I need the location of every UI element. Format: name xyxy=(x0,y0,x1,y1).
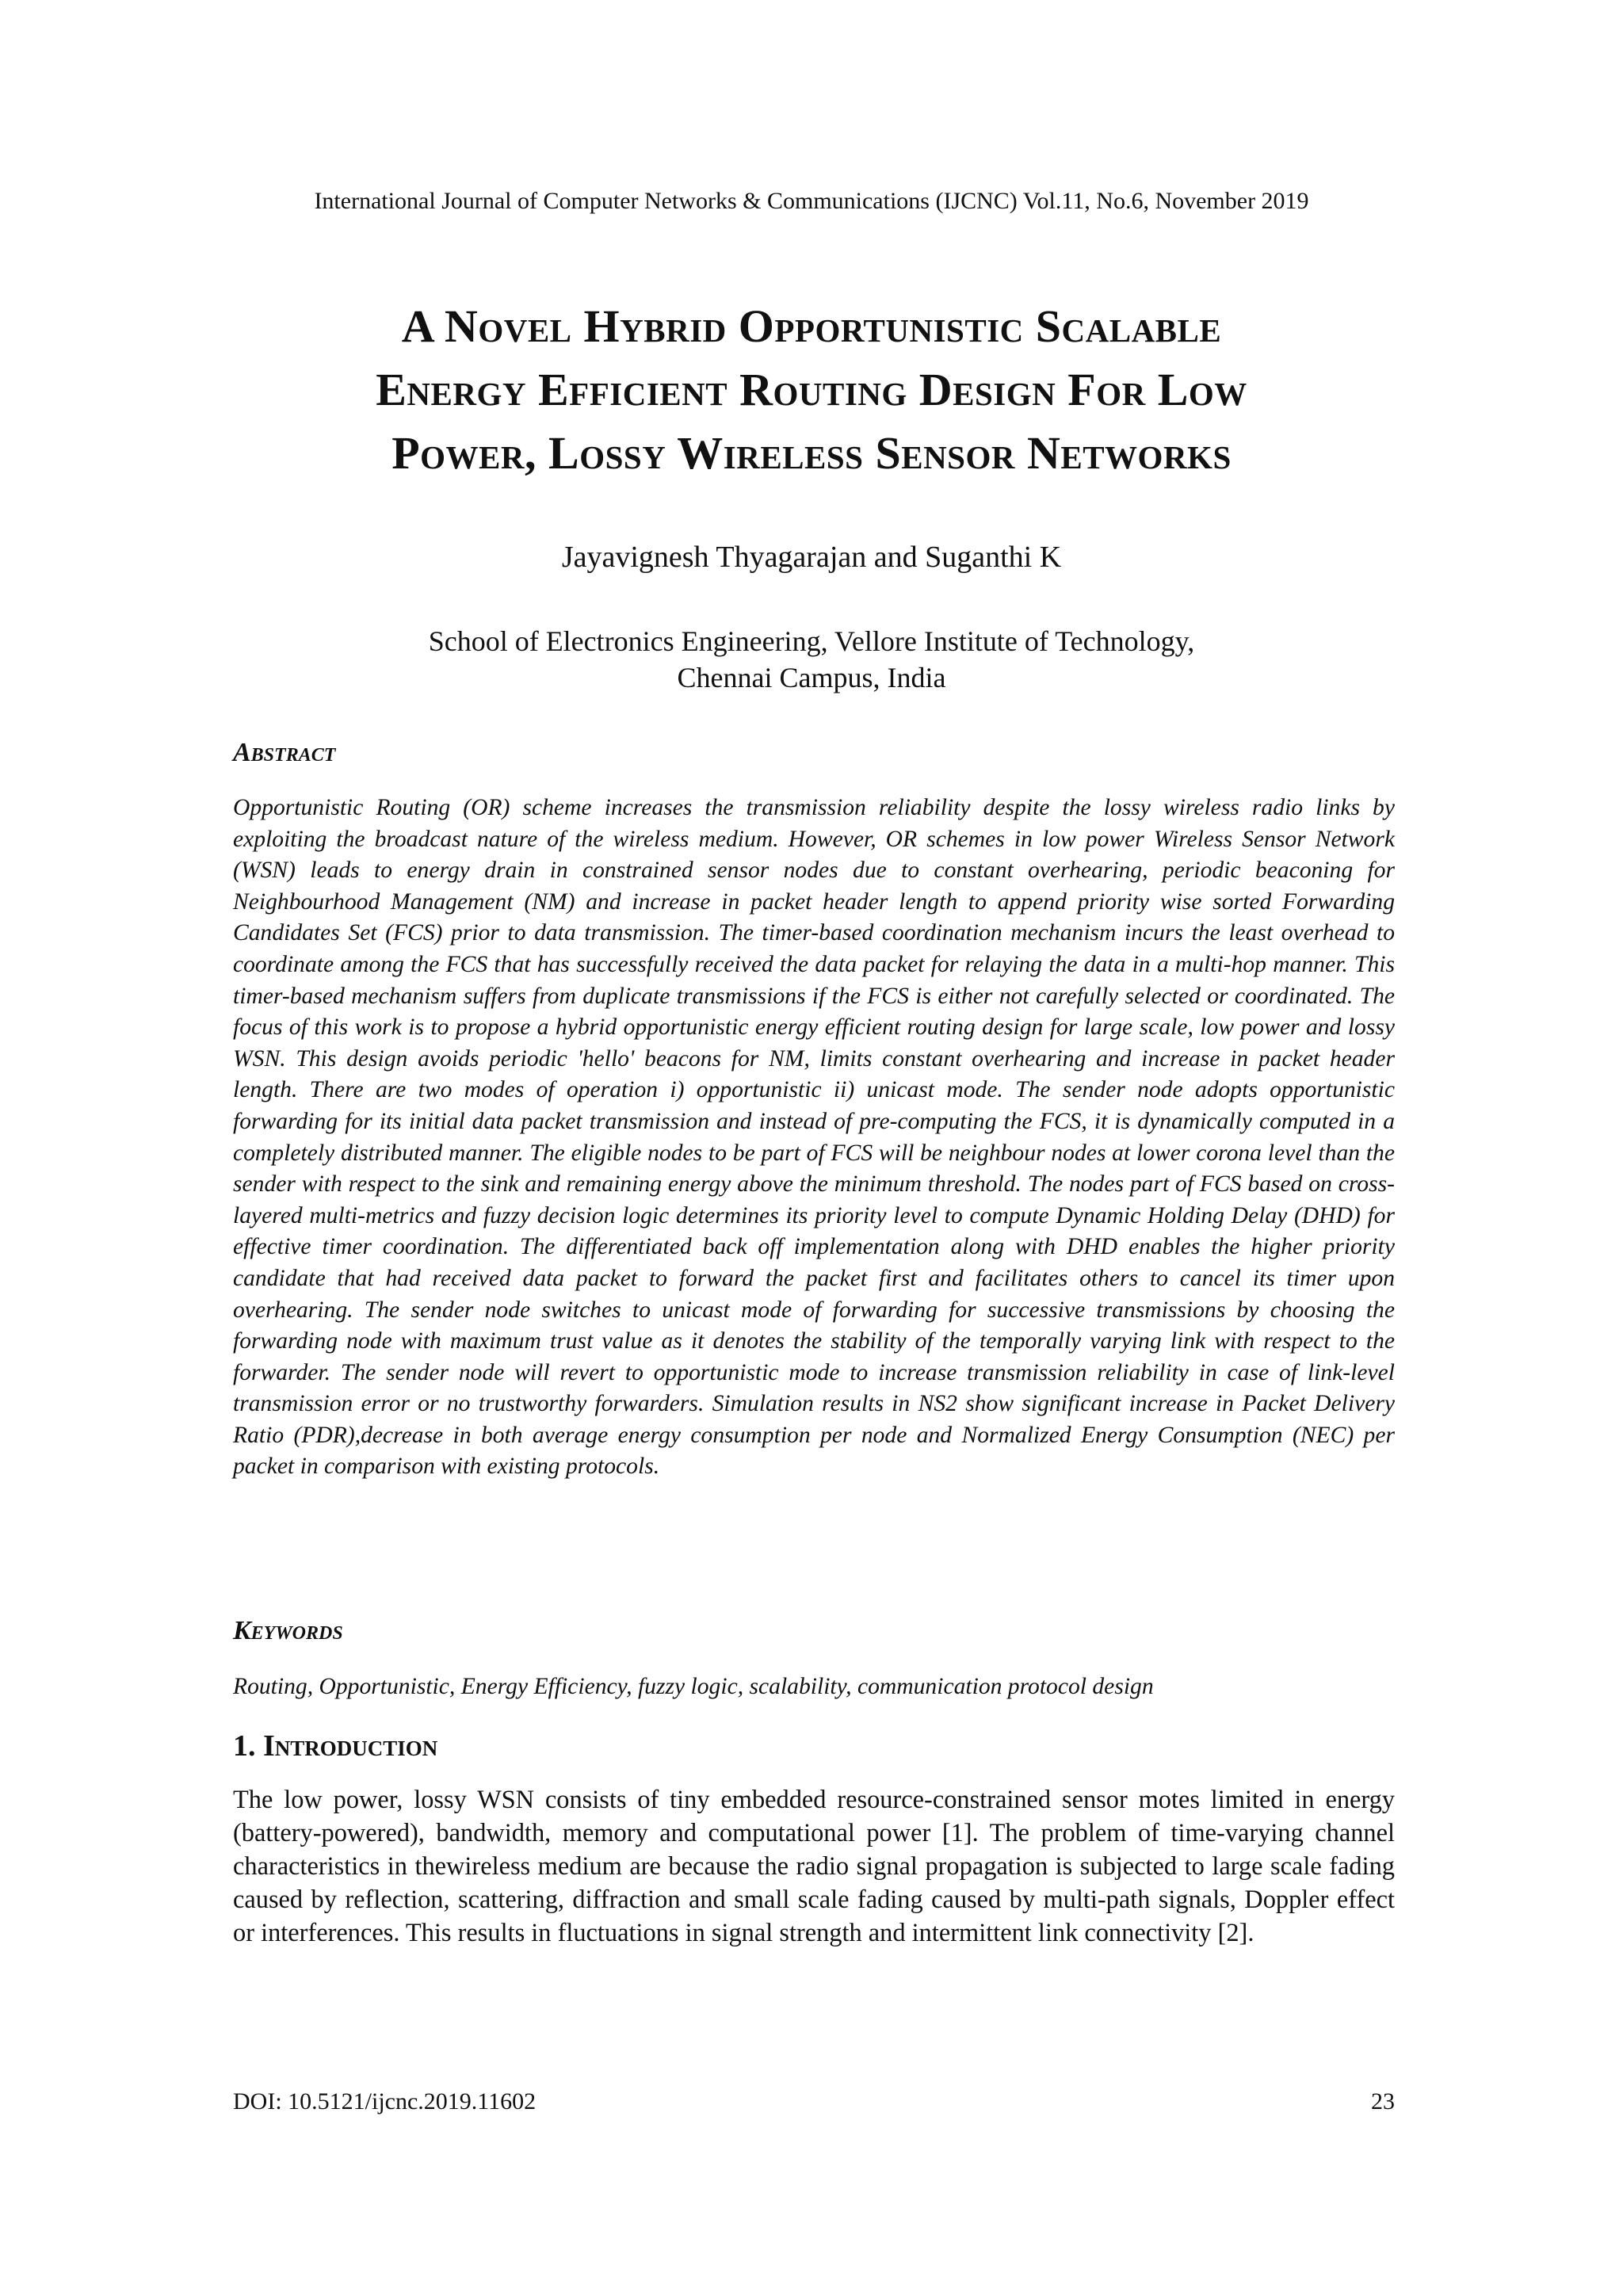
abstract-text: Opportunistic Routing (OR) scheme increases the transmission reliability despite the lossy wireless radio links by exploiting the broadcast nature of the wireless medium. However, OR schemes in low power Wireless Sensor Network (WSN) leads to energy drain in constrained sensor nodes due to constant overhearing, periodic beaconing for Neighbourhood Management (NM) and increase in packet header length to append priority wise sorted Forwarding Candidates Set (FCS) prior to data transmission. The timer-based coordination mechanism incurs the least overhead to coordinate among the FCS that has successfully received the data packet for relaying the data in a multi-hop manner. This timer-based mechanism suffers from duplicate transmissions if the FCS is either not carefully selected or coordinated. The focus of this work is to propose a hybrid opportunistic energy efficient routing design for large scale, low power and lossy WSN. This design avoids periodic 'hello' beacons for NM, limits constant overhearing and increase in packet header length. There are two modes of operation i) opportunistic ii) unicast mode. The sender node adopts opportunistic forwarding for its initial data packet transmission and instead of pre-computing the FCS, it is dynamically computed in a completely distributed manner. The eligible nodes to be part of FCS will be neighbour nodes at lower corona level than the sender with respect to the sink and remaining energy above the minimum threshold. The nodes part of FCS based on cross-layered multi-metrics and fuzzy decision logic determines its priority level to compute Dynamic Holding Delay (DHD) for effective timer coordination. The differentiated back off implementation along with DHD enables the higher priority candidate that had received data packet to forward the packet first and facilitates others to cancel its timer upon overhearing. The sender node switches to unicast mode of forwarding for successive transmissions by choosing the forwarding node with maximum trust value as it denotes the stability of the temporally varying link with respect to the forwarder. The sender node will revert to opportunistic mode to increase transmission reliability in case of link-level transmission error or no trustworthy forwarders. Simulation results in NS2 show significant increase in Packet Delivery Ratio (PDR),decrease in both average energy consumption per node and Normalized Energy Consumption (NEC) per packet in comparison with existing protocols. xyxy=(233,795,1395,1480)
affiliation-line-1: School of Electronics Engineering, Vellore Institute of Technology, xyxy=(428,625,1195,657)
paper-title-line-3: Power, Lossy Wireless Sensor Networks xyxy=(391,427,1232,479)
paper-title xyxy=(222,295,1401,485)
paper-title-line-2: Energy Efficient Routing Design For Low xyxy=(376,364,1247,415)
affiliation xyxy=(317,623,1306,696)
footer-page-number: 23 xyxy=(1371,2088,1395,2115)
footer-doi: DOI: 10.5121/ijcnc.2019.11602 xyxy=(233,2088,537,2115)
affiliation-line-2: Chennai Campus, India xyxy=(677,662,946,693)
keywords-heading: Keywords xyxy=(233,1616,343,1645)
paper-title-line-1: A Novel Hybrid Opportunistic Scalable xyxy=(401,300,1222,352)
introduction-text: The low power, lossy WSN consists of tiny embedded resource-constrained sensor motes limited in energy (battery-powered), bandwidth, memory and computational power [1]. The problem of time-varying channel characteristics in thewireless medium are because the radio signal propagation is subjected to large scale fading caused by reflection, scattering, diffraction and small scale fading caused by multi-path signals, Doppler effect or interferences. This results in fluctuations in signal strength and intermittent link connectivity [2]. xyxy=(233,1786,1395,1947)
authors: Jayavignesh Thyagarajan and Suganthi K xyxy=(561,541,1062,574)
running-header: International Journal of Computer Networks & Communications (IJCNC) Vol.11, No.6, November 2019 xyxy=(314,188,1309,214)
keywords-text: Routing, Opportunistic, Energy Efficiency, fuzzy logic, scalability, communication protocol design xyxy=(233,1674,1154,1699)
introduction-heading: 1. Introduction xyxy=(233,1729,438,1763)
abstract-heading: Abstract xyxy=(233,738,336,767)
